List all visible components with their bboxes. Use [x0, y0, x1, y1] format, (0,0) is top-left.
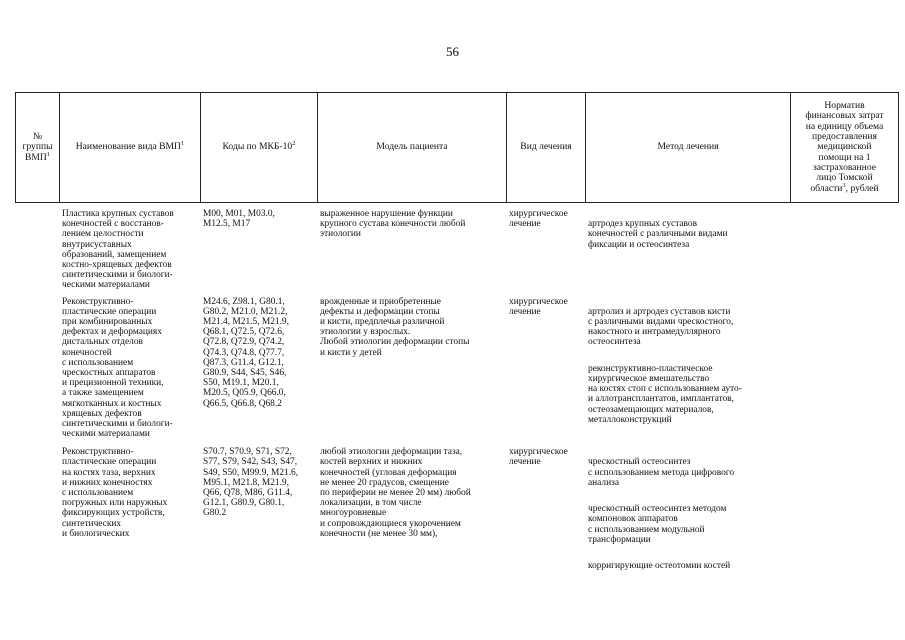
patient-model-cell: выраженное нарушение функции крупного сустава конечности любой этиологии	[320, 209, 466, 240]
group-number-cell	[15, 447, 59, 593]
header-vmp-name: Наименование вида ВМП$^1$	[60, 93, 201, 203]
table-row	[15, 447, 898, 593]
page-number: 56	[446, 44, 459, 59]
treatment-type-cell: хирургическое лечение	[509, 447, 568, 468]
method-item: реконструктивно-пластическое хирургическое вмешательство на костях стоп с использованием ауто- и аллотрансплантатов, имплантатов, остеозамещающих материалов, металлоконструкций	[588, 363, 742, 425]
header-group-number: № группы ВМП$^1$	[16, 93, 60, 203]
group-number-cell	[15, 209, 59, 297]
mkb-codes-cell: S70.7, S70.9, S71, S72, S77, S79, S42, S43, S47, S49, S50, M99.9, M21.6, M95.1, M21.8, M21.9, Q66, Q78, M86, G11.4, G12.1, G80.9, G80.1, G80.2	[203, 447, 299, 519]
cost-cell	[790, 297, 898, 448]
treatment-method-cell	[585, 297, 790, 448]
cost-cell	[790, 447, 898, 593]
treatment-method-cell	[585, 209, 790, 297]
method-item: чрескостный остеосинтез с использованием метода цифрового анализа	[588, 457, 735, 488]
vmp-name-cell: Реконструктивно- пластические операции на костях таза, верхних и нижних конечностях с использованием погружных или наружных фиксирующих устройств, синтетических и биологических	[62, 447, 168, 539]
vmp-name-cell: Реконструктивно- пластические операции при комбинированных дефектах и деформациях дистальных отделов конечностей с использованием чрескостных аппаратов и прецизионной техники, а также замещением мягкотканных и костных хрящевых дефектов синтетическими и биологи- ческими материалами	[62, 296, 173, 440]
header-cost-standard: Норматив финансовых затрат на единицу объема предоставления медицинской помощи на 1 застрахованное лицо Томской области$^3$, рублей	[791, 93, 899, 203]
method-item: артродез крупных суставов конечностей с различными видами фиксации и остеосинтеза	[588, 219, 728, 250]
table-body	[15, 209, 898, 594]
patient-model-cell: любой этиологии деформации таза, костей верхних и нижних конечностей (угловая деформация не менее 20 градусов, смещение по периферии не менее 20 мм) любой локализации, в том числе многоуровневые и сопровождающиеся укорочением конечности (не менее 30 мм),	[320, 447, 471, 539]
vmp-name-cell: Пластика крупных суставов конечностей с восстанов- лением целостности внутрисуставных образований, замещением костно-хрящевых дефектов синтетическими и биологи- ческими материалами	[62, 209, 174, 291]
header-row	[16, 93, 899, 203]
method-item: артролиз и артродез суставов кисти с различными видами чрескостного, накостного и интрамедуллярного остеосинтеза	[588, 306, 734, 348]
treatment-type-cell: хирургическое лечение	[509, 296, 568, 317]
mkb-codes-cell: M24.6, Z98.1, G80.1, G80.2, M21.0, M21.2, M21.4, M21.5, M21.9, Q68.1, Q72.5, Q72.6, Q72.8, Q72.9, Q74.2, Q74.3, Q74.8, Q77.7, Q87.3, G11.4, G12.1, G80.9, S44, S45, S46, S50, M19.1, M20.1, M20.5, Q05.9, Q66.0, Q66.5, Q66.8, Q68.2	[203, 296, 289, 409]
method-item: чрескостный остеосинтез методом компоновок аппаратов с использованием модульной трансформации	[588, 504, 727, 545]
group-number-cell	[15, 297, 59, 448]
treatment-method-cell	[585, 447, 790, 593]
table-row	[15, 297, 898, 448]
method-item: корригирующие остеотомии костей	[588, 561, 731, 572]
header-treatment-type: Вид лечения	[507, 93, 586, 203]
header-patient-model: Модель пациента	[318, 93, 507, 203]
patient-model-cell: врожденные и приобретенные дефекты и деформации стопы и кисти, предплечья различной этиологии у взрослых. Любой этиологии деформации стопы и кисти у детей	[320, 296, 470, 358]
header-mkb-codes: Коды по МКБ-$10^2$	[201, 93, 318, 203]
cost-cell	[790, 209, 898, 297]
table-row	[15, 209, 898, 297]
header-treatment-method: Метод лечения	[586, 93, 791, 203]
mkb-codes-cell: M00, M01, M03.0, M12.5, M17	[203, 209, 275, 230]
treatment-type-cell: хирургическое лечение	[509, 209, 568, 230]
table-header	[15, 92, 899, 203]
